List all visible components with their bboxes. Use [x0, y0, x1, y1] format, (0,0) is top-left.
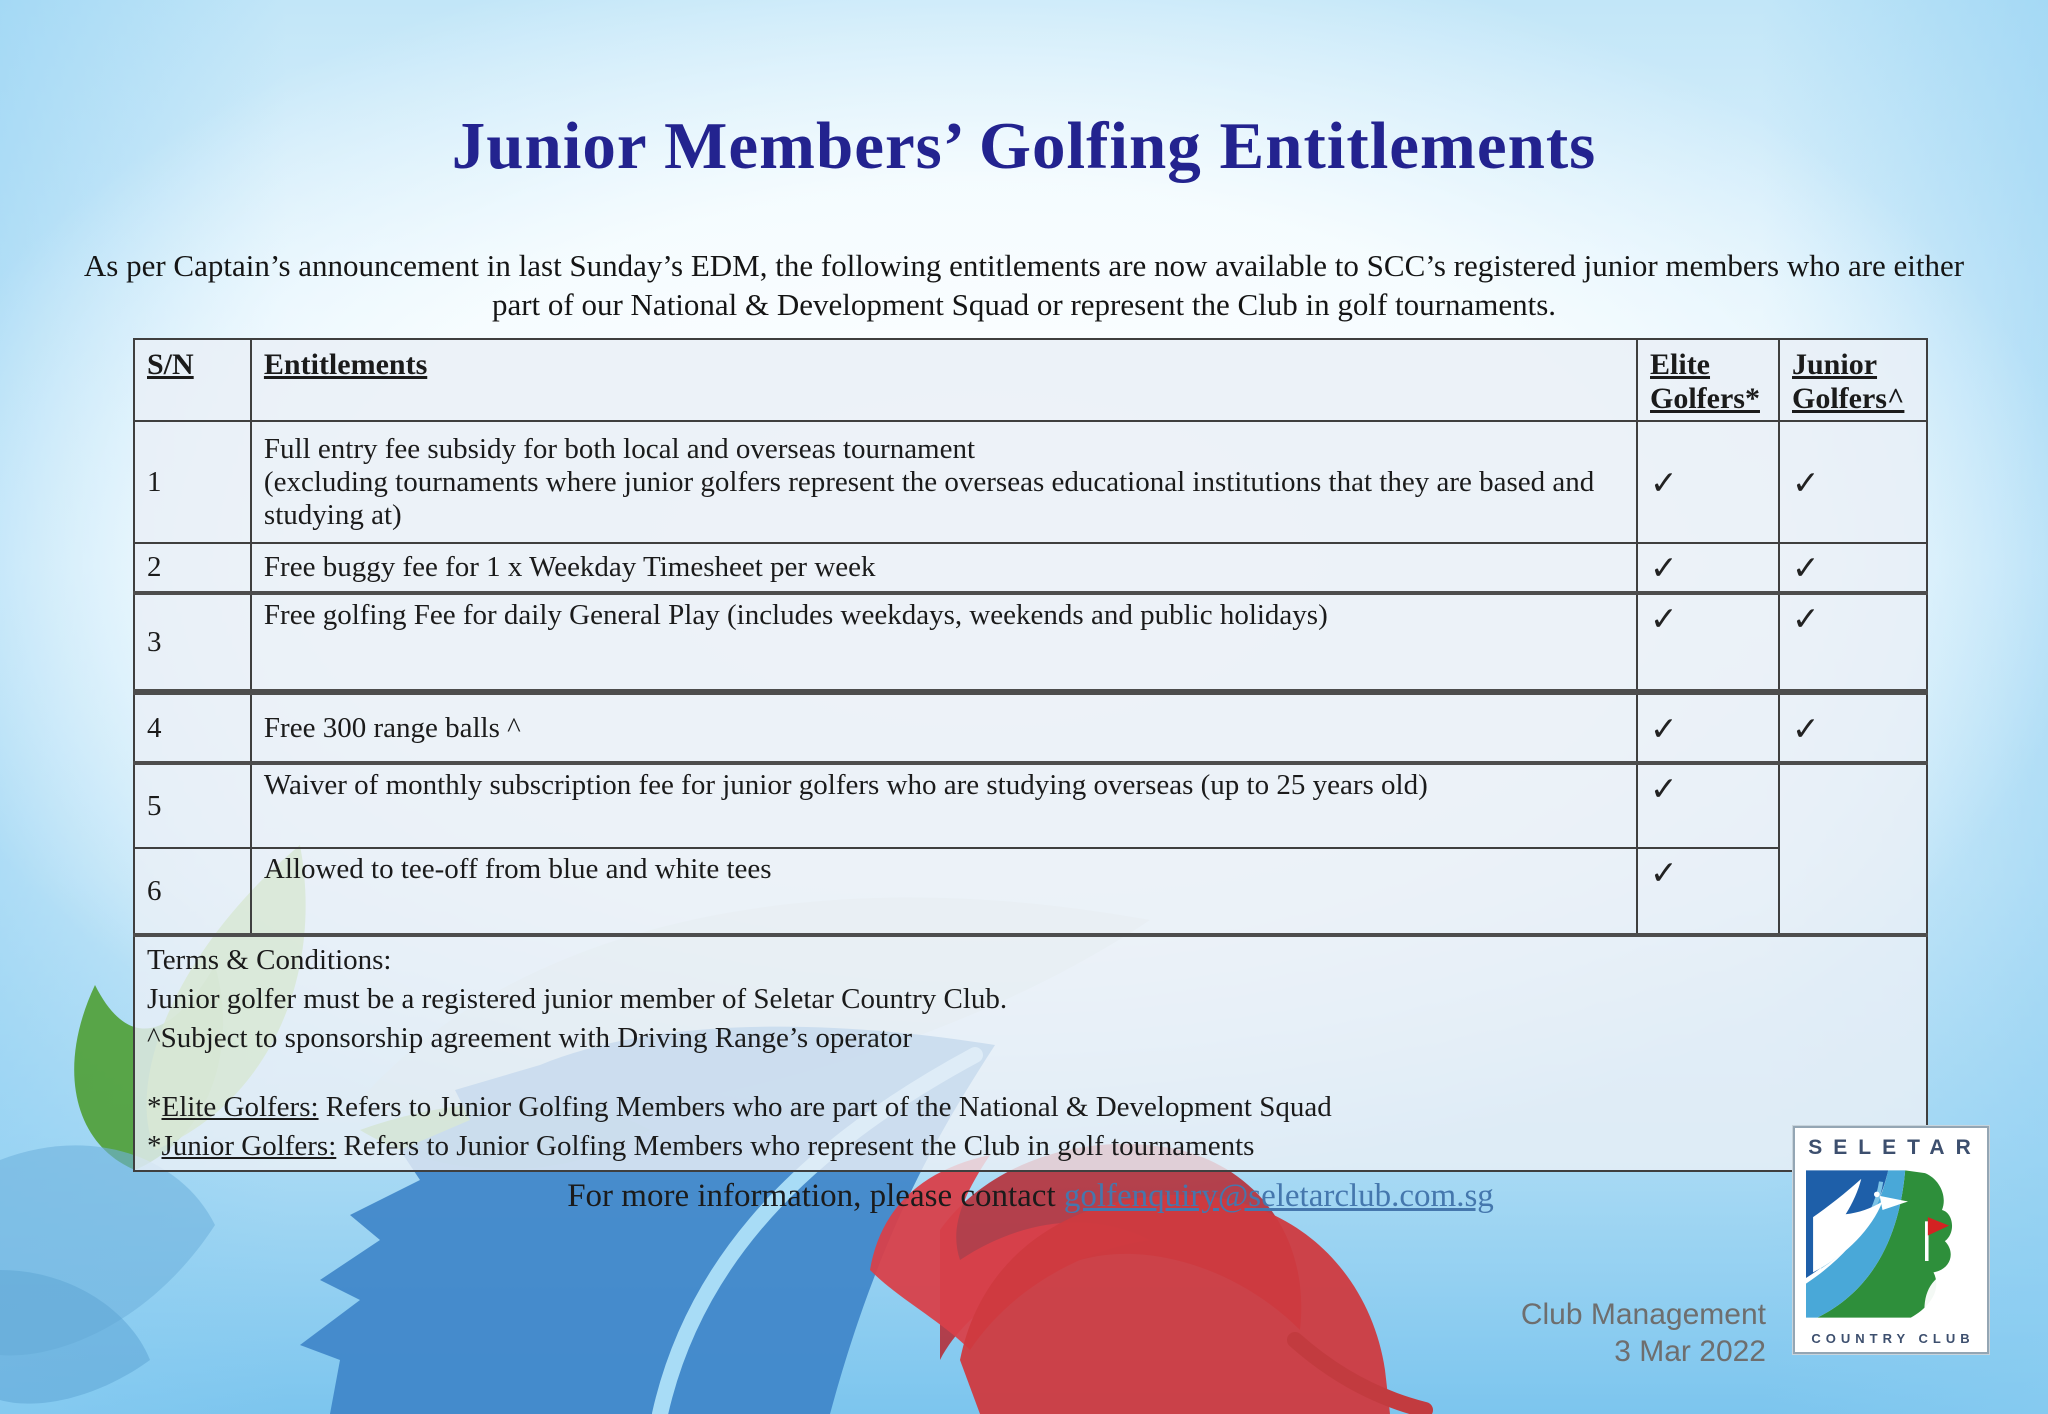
- table-header-row: [134, 339, 1927, 421]
- seletar-logo-emblem-icon: [1806, 1169, 1976, 1319]
- header-entitlements-label: Entitlements: [263, 348, 428, 381]
- row-1-elite-check: ✓: [1637, 421, 1779, 543]
- terms-and-conditions: [134, 935, 1927, 1171]
- def-junior-term: Junior Golfers:: [161, 1130, 337, 1162]
- row-6-entitlement: Allowed to tee-off from blue and white tees: [251, 848, 1637, 935]
- table-row: [134, 763, 1927, 848]
- logo-emblem-wrap: [1801, 1160, 1981, 1327]
- terms-def-junior: [147, 1127, 1914, 1166]
- header-sn-label: S/N: [147, 348, 194, 381]
- seletar-country-club-logo: [1793, 1126, 1989, 1354]
- row-3-elite-check: ✓: [1637, 593, 1779, 692]
- row-2-entitlement: Free buggy fee for 1 x Weekday Timesheet per week: [251, 543, 1637, 593]
- def-elite-term: Elite Golfers:: [161, 1091, 319, 1123]
- row-1-junior-check: ✓: [1779, 421, 1927, 543]
- logo-name-text: SELETAR: [1808, 1136, 1982, 1159]
- header-junior-golfers: [1779, 339, 1927, 421]
- row-4-elite-check: ✓: [1637, 692, 1779, 763]
- intro-line-2: part of our National & Development Squad or represent the Club in golf tournaments.: [491, 287, 1557, 322]
- table-row: [134, 848, 1927, 935]
- signoff-author: Club Management: [1520, 1298, 1766, 1331]
- intro-line-1: As per Captain’s announcement in last Sunday’s EDM, the following entitlements are now available to SCC’s registered junior members who are either: [83, 248, 1965, 283]
- terms-line-2: ^Subject to sponsorship agreement with Driving Range’s operator: [147, 1022, 913, 1054]
- contact-text: For more information, please contact: [567, 1178, 1064, 1214]
- logo-subtitle-text: COUNTRY CLUB: [1811, 1331, 1975, 1346]
- row-3-sn: 3: [134, 593, 251, 692]
- def-elite-text: Refers to Junior Golfing Members who are part of the National & Development Squad: [318, 1091, 1332, 1123]
- row-5-entitlement: Waiver of monthly subscription fee for junior golfers who are studying overseas (up to 25 years old): [251, 763, 1637, 848]
- row-1-sn: 1: [134, 421, 251, 543]
- row-1-text-line1: Full entry fee subsidy for both local and overseas tournament: [263, 432, 976, 465]
- row-4-sn: 4: [134, 692, 251, 763]
- signoff: [1521, 1296, 1766, 1370]
- def-elite-asterisk: *: [147, 1091, 162, 1123]
- contact-line: [133, 1178, 1928, 1215]
- terms-def-elite: [147, 1088, 1914, 1127]
- row-6-elite-check: ✓: [1637, 848, 1779, 935]
- terms-row: [134, 935, 1927, 1171]
- row-5-sn: 5: [134, 763, 251, 848]
- header-elite-golfers: [1637, 339, 1779, 421]
- intro-paragraph: [0, 246, 2048, 324]
- header-elite-label: Elite Golfers*: [1650, 348, 1760, 415]
- table-row: [134, 421, 1927, 543]
- def-junior-text: Refers to Junior Golfing Members who represent the Club in golf tournaments: [336, 1130, 1255, 1162]
- row-1-entitlement: [251, 421, 1637, 543]
- row-3-entitlement: Free golfing Fee for daily General Play (includes weekdays, weekends and public holidays): [251, 593, 1637, 692]
- terms-heading: Terms & Conditions:: [147, 944, 392, 976]
- contact-email-link[interactable]: golfenquiry@seletarclub.com.sg: [1063, 1178, 1494, 1214]
- header-sn: [134, 339, 251, 421]
- page-title: Junior Members’ Golfing Entitlements: [451, 109, 1597, 183]
- row-2-elite-check: ✓: [1637, 543, 1779, 593]
- row-3-junior-check: ✓: [1779, 593, 1927, 692]
- entitlements-table: [133, 338, 1928, 1172]
- terms-line-1: Junior golfer must be a registered junior member of Seletar Country Club.: [147, 983, 1008, 1015]
- table-row: [134, 543, 1927, 593]
- row-6-sn: 6: [134, 848, 251, 935]
- table-row: [134, 593, 1927, 692]
- table-row: [134, 692, 1927, 763]
- row-5-6-junior-merged-cell: [1779, 763, 1927, 935]
- row-4-junior-check: ✓: [1779, 692, 1927, 763]
- row-1-text-line2: (excluding tournaments where junior golfers represent the overseas educational institutions that they are based and studying at): [263, 465, 1595, 531]
- def-junior-asterisk: *: [147, 1130, 162, 1162]
- signoff-date: 3 Mar 2022: [1614, 1335, 1766, 1368]
- row-2-junior-check: ✓: [1779, 543, 1927, 593]
- entitlements-table-wrap: [133, 338, 1928, 1172]
- row-2-sn: 2: [134, 543, 251, 593]
- header-entitlements: [251, 339, 1637, 421]
- header-junior-label: Junior Golfers^: [1792, 348, 1905, 415]
- terms-spacer: [147, 1058, 1914, 1088]
- row-5-elite-check: ✓: [1637, 763, 1779, 848]
- row-4-entitlement: Free 300 range balls ^: [251, 692, 1637, 763]
